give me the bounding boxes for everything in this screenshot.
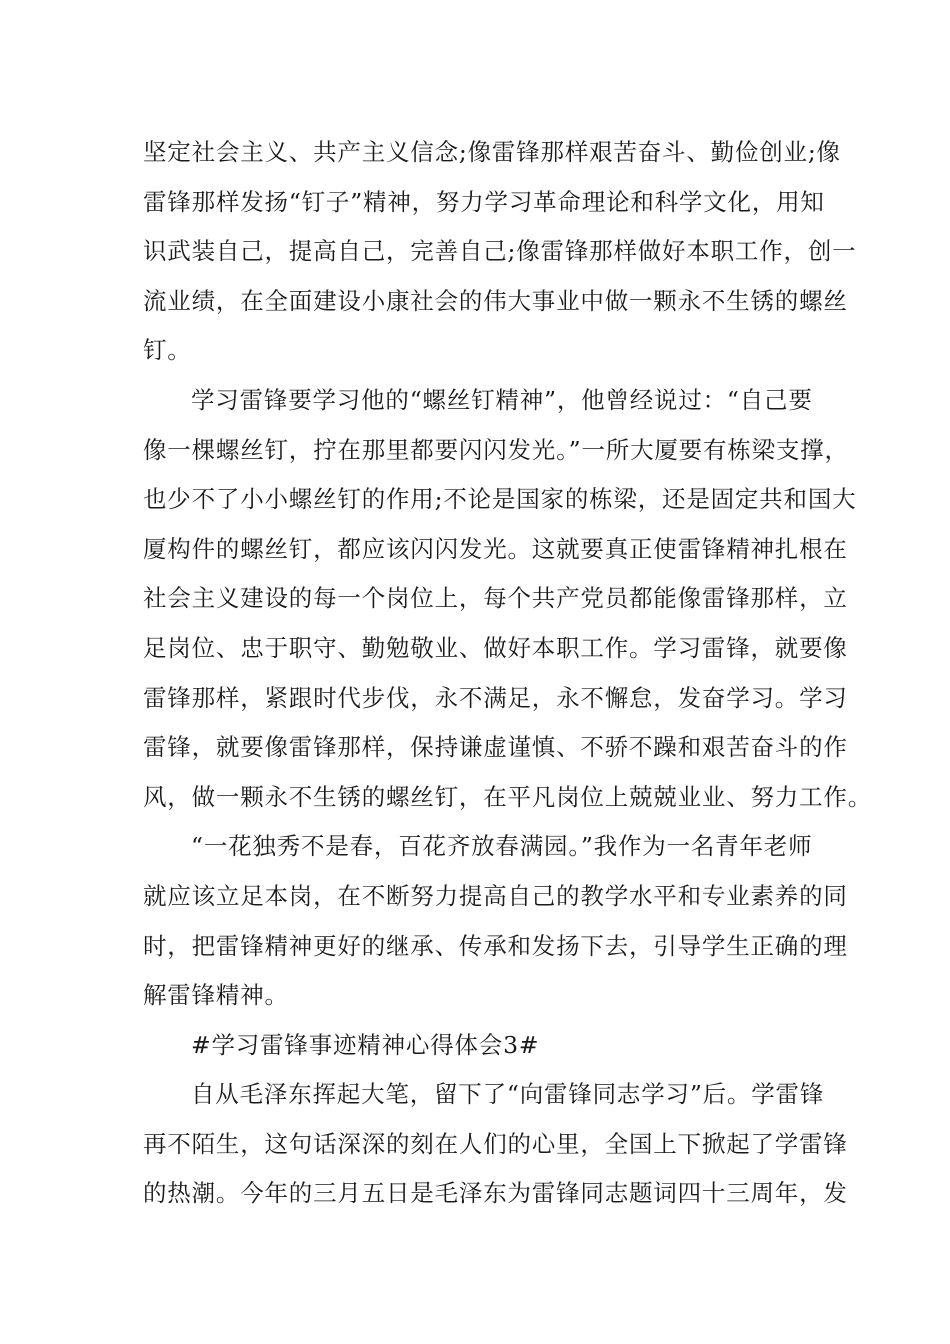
text-line: 解雷锋精神。 [143, 981, 289, 1010]
text-line: 钉。 [143, 336, 192, 365]
text-line: 雷锋那样，紧跟时代步伐，永不满足，永不懈怠，发奋学习。学习 [143, 683, 848, 712]
text-line: 时，把雷锋精神更好的继承、传承和发扬下去，引导学生正确的理 [143, 931, 848, 960]
text-line: 再不陌生，这句话深深的刻在人们的心里，全国上下掀起了学雷锋 [143, 1129, 848, 1158]
text-line: 风，做一颗永不生锈的螺丝钉，在平凡岗位上兢兢业业、努力工作。 [143, 782, 872, 811]
text-line: 的热潮。今年的三月五日是毛泽东为雷锋同志题词四十三周年，发 [143, 1179, 848, 1208]
text-line: 也少不了小小螺丝钉的作用;不论是国家的栋梁，还是固定共和国大 [143, 485, 857, 514]
text-line: 雷锋，就要像雷锋那样，保持谦虚谨慎、不骄不躁和艰苦奋斗的作 [143, 733, 848, 762]
text-line: 像一棵螺丝钉，拧在那里都要闪闪发光。”一所大厦要有栋梁支撑， [143, 435, 849, 464]
text-line: #学习雷锋事迹精神心得体会3# [191, 1030, 540, 1059]
text-line: 学习雷锋要学习他的“螺丝钉精神”，他曾经说过：“自己要 [191, 385, 813, 414]
text-line: 识武装自己，提高自己，完善自己;像雷锋那样做好本职工作，创一 [143, 237, 857, 266]
text-line: 雷锋那样发扬“钉子”精神，努力学习革命理论和科学文化，用知 [143, 187, 825, 216]
text-line: 就应该立足本岗，在不断努力提高自己的教学水平和专业素养的同 [143, 881, 848, 910]
text-line: 社会主义建设的每一个岗位上，每个共产党员都能像雷锋那样，立 [143, 584, 848, 613]
text-line: 自从毛泽东挥起大笔，留下了“向雷锋同志学习”后。学雷锋 [191, 1080, 825, 1109]
body-text [143, 128, 872, 1219]
text-line: 流业绩，在全面建设小康社会的伟大事业中做一颗永不生锈的螺丝 [143, 286, 848, 315]
text-line: “一花独秀不是春，百花齐放春满园。”我作为一名青年老师 [191, 832, 813, 861]
text-line: 厦构件的螺丝钉，都应该闪闪发光。这就要真正使雷锋精神扎根在 [143, 534, 848, 563]
text-line: 足岗位、忠于职守、勤勉敬业、做好本职工作。学习雷锋，就要像 [143, 633, 848, 662]
text-line: 坚定社会主义、共产主义信念;像雷锋那样艰苦奋斗、勤俭创业;像 [143, 138, 841, 166]
